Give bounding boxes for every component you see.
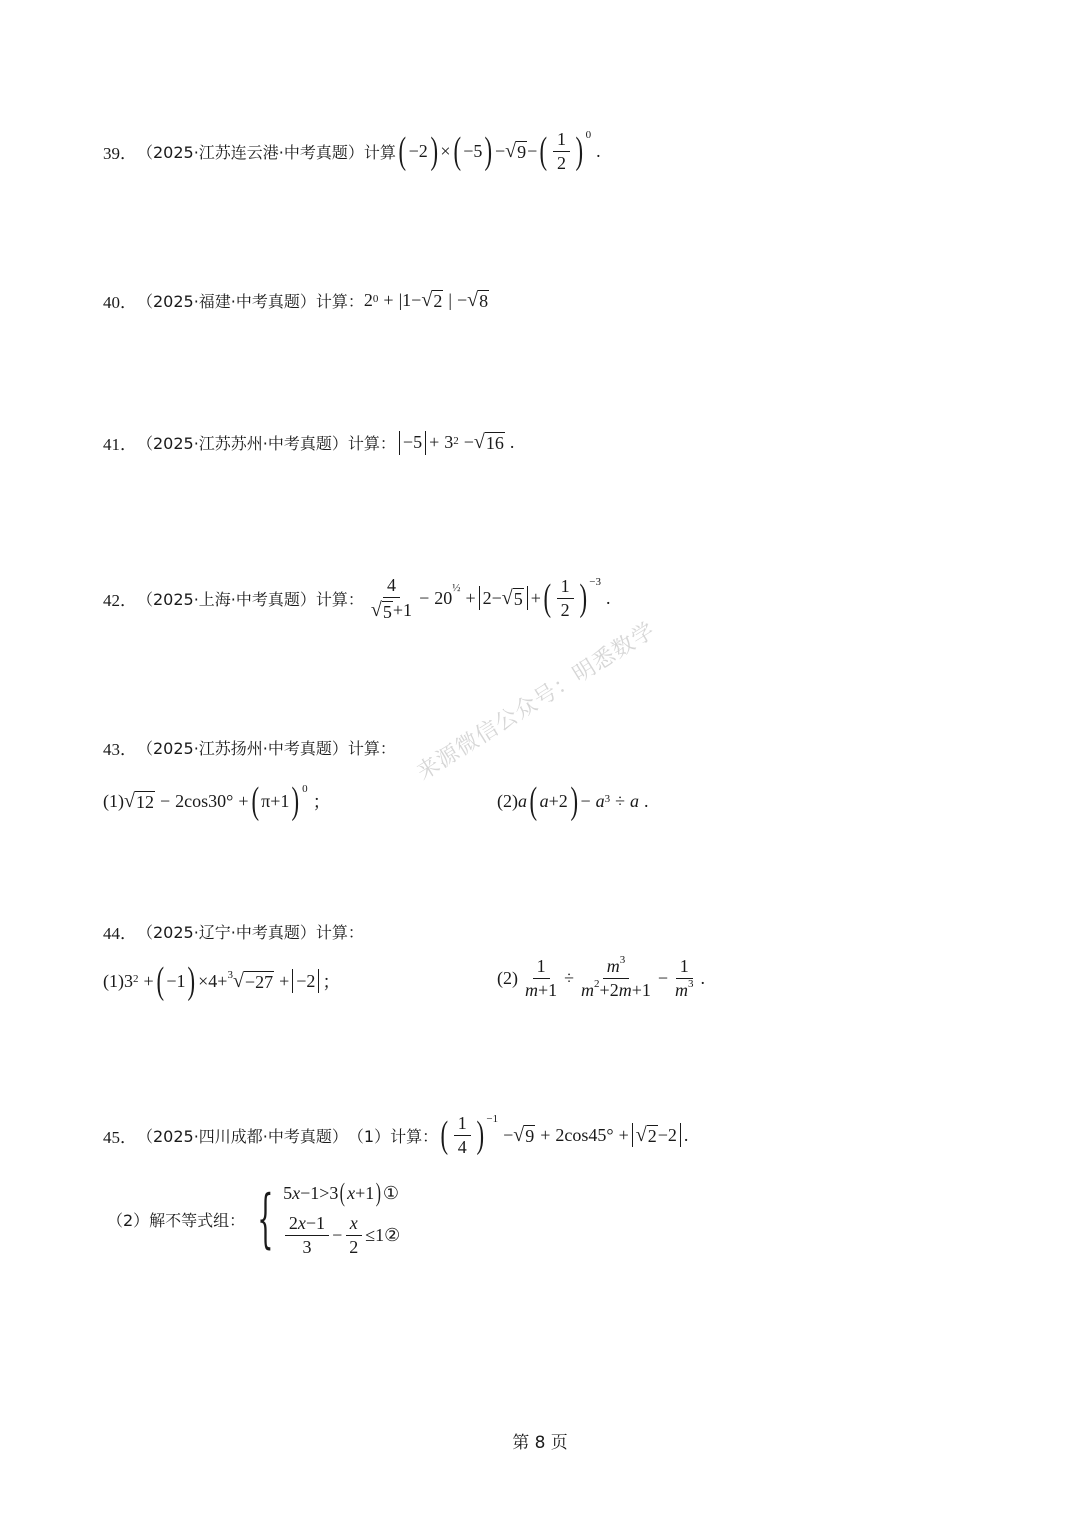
question-source: （2025·辽宁·中考真题） [137,923,316,942]
question-number: 42． [103,590,137,610]
inequality-2: $\frac{2x-1}{3}$ − $\frac{x}{2}$ ≤1 ② [282,1212,400,1258]
math-expression: 2 $^0$ + |1− √ 2 | − √ 8 [363,289,489,312]
question-lead: 计算： [315,292,364,311]
question-lead: 计算： [347,739,396,758]
question-number: 40． [103,293,137,312]
question-number: 44． [103,924,137,943]
question-lead: 计算： [315,589,364,609]
question-lead: 计算： [347,434,396,453]
inequality-system [282,1180,400,1258]
part-label: (2) [497,967,518,988]
question-45 [103,1112,688,1158]
question-42 [103,574,610,623]
question-number: 39． [103,143,137,163]
math-expression: 4 √ 5 +1 − 20 $^{\frac{1}{2}}$ + 2− √ 5 + ( $\frac{1}{2}$ ) $^{-3}$ . [370,575,611,622]
question-lead: 计算 [363,142,396,162]
question-source: （2025·四川成都·中考真题） [137,1126,348,1146]
question-40 [103,288,489,313]
question-44 [103,919,364,944]
part-label: (1) [103,970,124,991]
circled-number: ② [384,1224,401,1245]
inequality-1: 5 x −1>3 ( x +1 ) ① [283,1178,400,1207]
circled-number: ① [382,1182,400,1203]
question-number: 41． [103,435,137,454]
question-source: （2025·上海·中考真题） [137,589,316,609]
question-lead: （1）计算： [347,1126,439,1146]
part-label: (2) [497,790,518,811]
question-39 [103,128,601,174]
math-expression: ( $\frac{1}{4}$ ) $^{-1}$ − √ 9 + 2cos45° + √ 2 −2 . [440,1113,689,1157]
question-source: （2025·福建·中考真题） [137,292,316,311]
question-source: （2025·江苏连云港·中考真题） [137,142,364,162]
part-label: (1) [103,790,124,811]
question-44-part-1: (1) 3 $^2$ + ( −1 ) ×4+ $^3$ √ −27 + −2 ； [103,960,341,1002]
page-footer: 第 8 页 [512,1433,568,1453]
question-lead: 计算： [315,923,364,942]
question-43 [103,735,396,760]
math-expression: ( −2 ) × ( −5 ) − √ 9 − ( $\frac{1}{2}$ ) $^0$ . [398,129,601,173]
math-expression: −5 + 3 $^2$ − √ 16 . [396,431,514,455]
question-number: 43． [103,740,137,759]
question-41 [103,430,514,455]
question-43-part-1: (1) √ 12 − 2cos30° + ( π+1 ) $^0$ ； [103,780,331,822]
question-source: （2025·江苏扬州·中考真题） [137,739,348,758]
part-label: （2）解不等式组： [107,1210,246,1230]
question-44-part-2: (2) $\frac{1}{m+1}$ ÷ $\frac{m^3}{m^2+2m+1}$ − $\frac{1}{m^3}$ . [497,954,706,1000]
question-45-part-2: （2）解不等式组： { 5 x −1>3 ( x +1 ) ① $\frac{2x-1}{3}$ − $\frac{x}{2}$ ≤1 ② [107,1178,401,1257]
question-43-part-2: (2) a ( a +2 ) − a $^3$ ÷ a . [497,780,649,822]
question-source: （2025·江苏苏州·中考真题） [137,434,348,453]
question-number: 45． [103,1127,137,1147]
watermark: 来源微信公众号：明悉数学 [412,617,660,786]
